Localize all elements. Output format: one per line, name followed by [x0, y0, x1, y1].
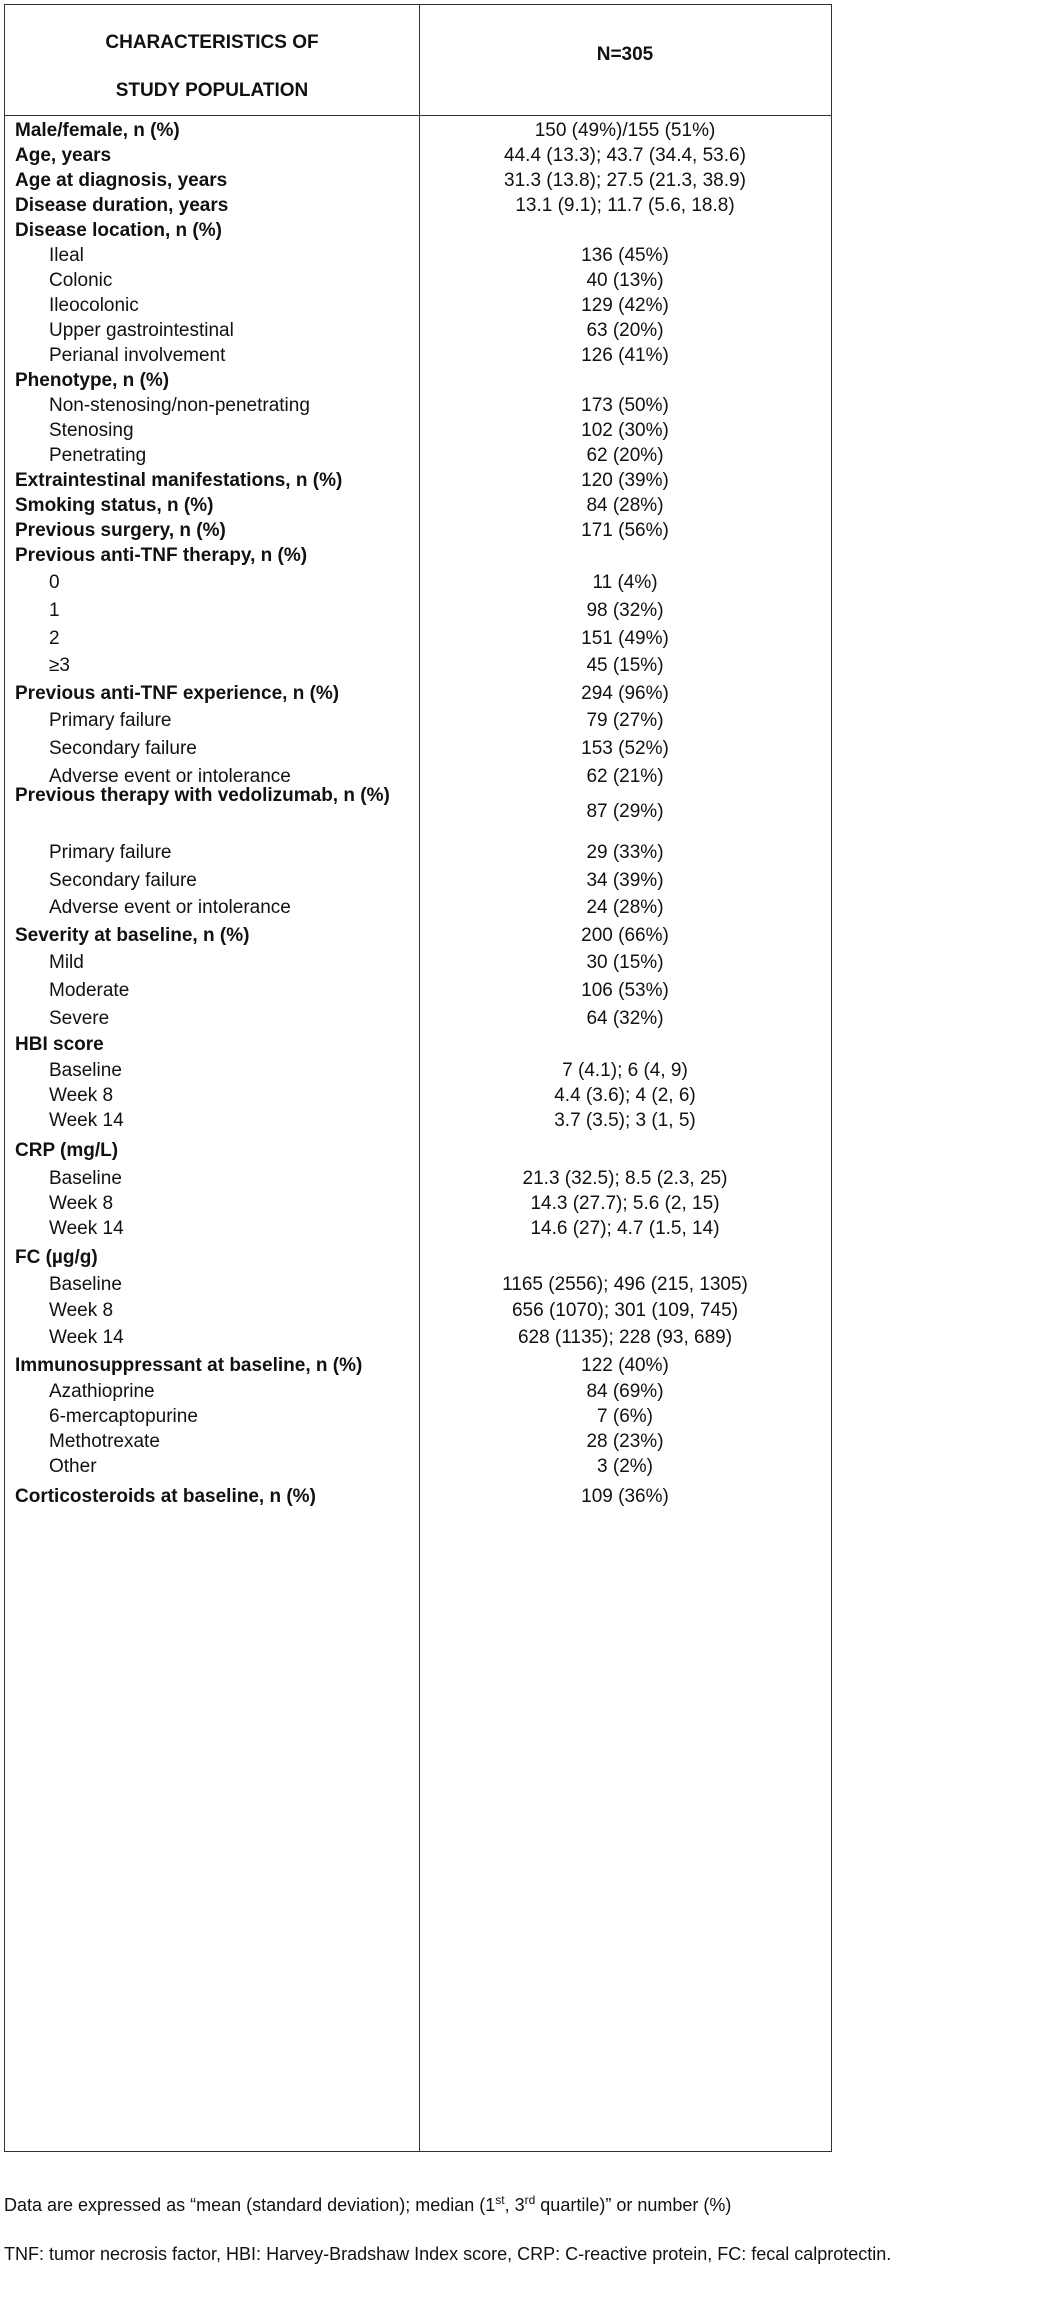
table-row: [5, 1323, 831, 1353]
row-value: 122 (40%): [581, 1355, 669, 1376]
row-value: 136 (45%): [581, 245, 669, 266]
row-label: Baseline: [49, 1274, 122, 1295]
row-value: 7 (4.1); 6 (4, 9): [562, 1060, 688, 1081]
row-label: Secondary failure: [49, 870, 197, 891]
row-label: Non-stenosing/non-penetrating: [49, 395, 310, 416]
row-label: CRP (mg/L): [15, 1140, 119, 1161]
row-label: Perianal involvement: [49, 345, 226, 366]
table-row: [5, 781, 831, 845]
characteristics-table: [4, 4, 832, 2152]
table-row: [5, 948, 831, 978]
row-label: Smoking status, n (%): [15, 495, 214, 516]
table-row: [5, 1296, 831, 1326]
row-label: Age at diagnosis, years: [15, 170, 228, 191]
row-value: 98 (32%): [586, 600, 664, 621]
row-value: 3 (2%): [597, 1456, 653, 1477]
row-value: 106 (53%): [581, 980, 669, 1001]
row-value: 44.4 (13.3); 43.7 (34.4, 53.6): [504, 145, 746, 166]
row-value: 294 (96%): [581, 683, 669, 704]
row-value: 13.1 (9.1); 11.7 (5.6, 18.8): [515, 195, 735, 216]
row-label: Previous anti-TNF therapy, n (%): [15, 545, 308, 566]
footnote-text-b: , 3: [504, 2195, 525, 2215]
row-value: 79 (27%): [586, 710, 664, 731]
table-row: [5, 866, 831, 896]
row-value: 126 (41%): [581, 345, 669, 366]
row-label: Methotrexate: [49, 1431, 160, 1452]
row-label: Upper gastrointestinal: [49, 320, 234, 341]
footnote-abbreviations: TNF: tumor necrosis factor, HBI: Harvey-Bradshaw Index score, CRP: C-reactive protein, FC: fecal calprotectin.: [4, 2244, 892, 2264]
row-value: 151 (49%): [581, 628, 669, 649]
row-value: 84 (28%): [586, 495, 664, 516]
table-row: [5, 1136, 831, 1166]
row-label: Baseline: [49, 1168, 122, 1189]
row-value: 102 (30%): [581, 420, 669, 441]
row-label: 0: [49, 572, 60, 593]
table-row: [5, 921, 831, 951]
row-label: Penetrating: [49, 445, 147, 466]
row-value: 14.3 (27.7); 5.6 (2, 15): [530, 1193, 720, 1214]
row-label: Disease location, n (%): [15, 220, 222, 241]
row-value: 11 (4%): [592, 572, 658, 593]
row-label: Male/female, n (%): [15, 120, 180, 141]
row-value: 62 (20%): [586, 445, 664, 466]
table-row: [5, 1106, 831, 1136]
footnote-text-c: quartile)” or number (%): [535, 2195, 732, 2215]
row-value: 120 (39%): [581, 470, 669, 491]
row-label: Week 8: [49, 1085, 114, 1106]
row-label: Colonic: [49, 270, 113, 291]
table-row: [5, 1243, 831, 1273]
row-label: Disease duration, years: [15, 195, 229, 216]
table-row: [5, 679, 831, 709]
row-label: Adverse event or intolerance: [49, 766, 291, 787]
row-value: 7 (6%): [597, 1406, 653, 1427]
row-label: Week 14: [49, 1327, 124, 1348]
table-row: [5, 976, 831, 1006]
footnote-data-expression: [4, 2188, 731, 2217]
row-value: 14.6 (27); 4.7 (1.5, 14): [530, 1218, 720, 1239]
footnote-sup-rd: rd: [524, 2193, 536, 2207]
row-value: 64 (32%): [586, 1008, 664, 1029]
row-label: Week 14: [49, 1218, 124, 1239]
row-label: Ileocolonic: [49, 295, 139, 316]
row-value: 173 (50%): [581, 395, 669, 416]
row-label: 2: [49, 628, 60, 649]
row-label: Week 14: [49, 1110, 124, 1131]
table-row: [5, 1482, 831, 1512]
row-value: 1165 (2556); 496 (215, 1305): [502, 1274, 748, 1295]
table-row: [5, 734, 831, 764]
table-row: [5, 706, 831, 736]
row-label: Stenosing: [49, 420, 134, 441]
row-value: 62 (21%): [586, 766, 664, 787]
row-value: 45 (15%): [586, 655, 664, 676]
row-label: Azathioprine: [49, 1381, 155, 1402]
footnote-sup-st: st: [495, 2193, 505, 2207]
row-value: 171 (56%): [581, 520, 669, 541]
row-label: Ileal: [49, 245, 84, 266]
row-label: Baseline: [49, 1060, 122, 1081]
row-value: 87 (29%): [586, 801, 664, 822]
header-n: N=305: [596, 44, 654, 65]
row-value: 63 (20%): [586, 320, 664, 341]
row-value: 28 (23%): [586, 1431, 664, 1452]
table-row: [5, 838, 831, 868]
row-label: 1: [49, 600, 60, 621]
table-row: [5, 651, 831, 681]
table-row: [5, 541, 831, 571]
row-value: 21.3 (32.5); 8.5 (2.3, 25): [522, 1168, 728, 1189]
row-label: Immunosuppressant at baseline, n (%): [15, 1355, 363, 1376]
row-value: 3.7 (3.5); 3 (1, 5): [554, 1110, 696, 1131]
table-row: [5, 568, 831, 598]
row-label: Week 8: [49, 1193, 114, 1214]
row-label: Extraintestinal manifestations, n (%): [15, 470, 343, 491]
row-label: Severity at baseline, n (%): [15, 925, 250, 946]
row-value: 150 (49%)/155 (51%): [534, 120, 716, 141]
row-value: 200 (66%): [581, 925, 669, 946]
row-label: Moderate: [49, 980, 130, 1001]
row-value: 40 (13%): [586, 270, 664, 291]
row-label: HBI score: [15, 1034, 104, 1055]
row-value: 34 (39%): [586, 870, 664, 891]
row-value: 129 (42%): [581, 295, 669, 316]
row-label: Severe: [49, 1008, 110, 1029]
row-label: ≥3: [49, 655, 70, 676]
row-label: Phenotype, n (%): [15, 370, 170, 391]
row-value: 31.3 (13.8); 27.5 (21.3, 38.9): [504, 170, 746, 191]
header-line-2: STUDY POPULATION: [115, 80, 309, 101]
row-label: Previous surgery, n (%): [15, 520, 226, 541]
row-label: Secondary failure: [49, 738, 197, 759]
row-label: Previous therapy with vedolizumab, n (%): [15, 785, 390, 806]
table-row: [5, 893, 831, 923]
header-characteristics: [5, 19, 419, 115]
row-label: Week 8: [49, 1300, 114, 1321]
row-label: FC (µg/g): [15, 1247, 98, 1268]
row-value: 153 (52%): [581, 738, 669, 759]
row-value: 30 (15%): [586, 952, 664, 973]
footnote-text-a: Data are expressed as “mean (standard deviation); median (1: [4, 2195, 496, 2215]
row-label: Adverse event or intolerance: [49, 897, 291, 918]
row-label: Corticosteroids at baseline, n (%): [15, 1486, 316, 1507]
row-value: 29 (33%): [586, 842, 664, 863]
table-row: [5, 1214, 831, 1244]
row-value: 24 (28%): [586, 897, 664, 918]
row-label: Previous anti-TNF experience, n (%): [15, 683, 340, 704]
row-value: 628 (1135); 228 (93, 689): [517, 1327, 733, 1348]
row-label: Primary failure: [49, 710, 172, 731]
table-row: [5, 624, 831, 654]
row-label: Other: [49, 1456, 97, 1477]
row-label: Age, years: [15, 145, 112, 166]
table-row: [5, 1452, 831, 1482]
row-value: 109 (36%): [581, 1486, 669, 1507]
row-value: 656 (1070); 301 (109, 745): [511, 1300, 739, 1321]
row-label: Primary failure: [49, 842, 172, 863]
row-label: Mild: [49, 952, 84, 973]
header-line-1: CHARACTERISTICS OF: [105, 32, 319, 53]
row-label: 6-mercaptopurine: [49, 1406, 198, 1427]
table-row: [5, 596, 831, 626]
row-value: 84 (69%): [586, 1381, 664, 1402]
row-value: 4.4 (3.6); 4 (2, 6): [554, 1085, 696, 1106]
